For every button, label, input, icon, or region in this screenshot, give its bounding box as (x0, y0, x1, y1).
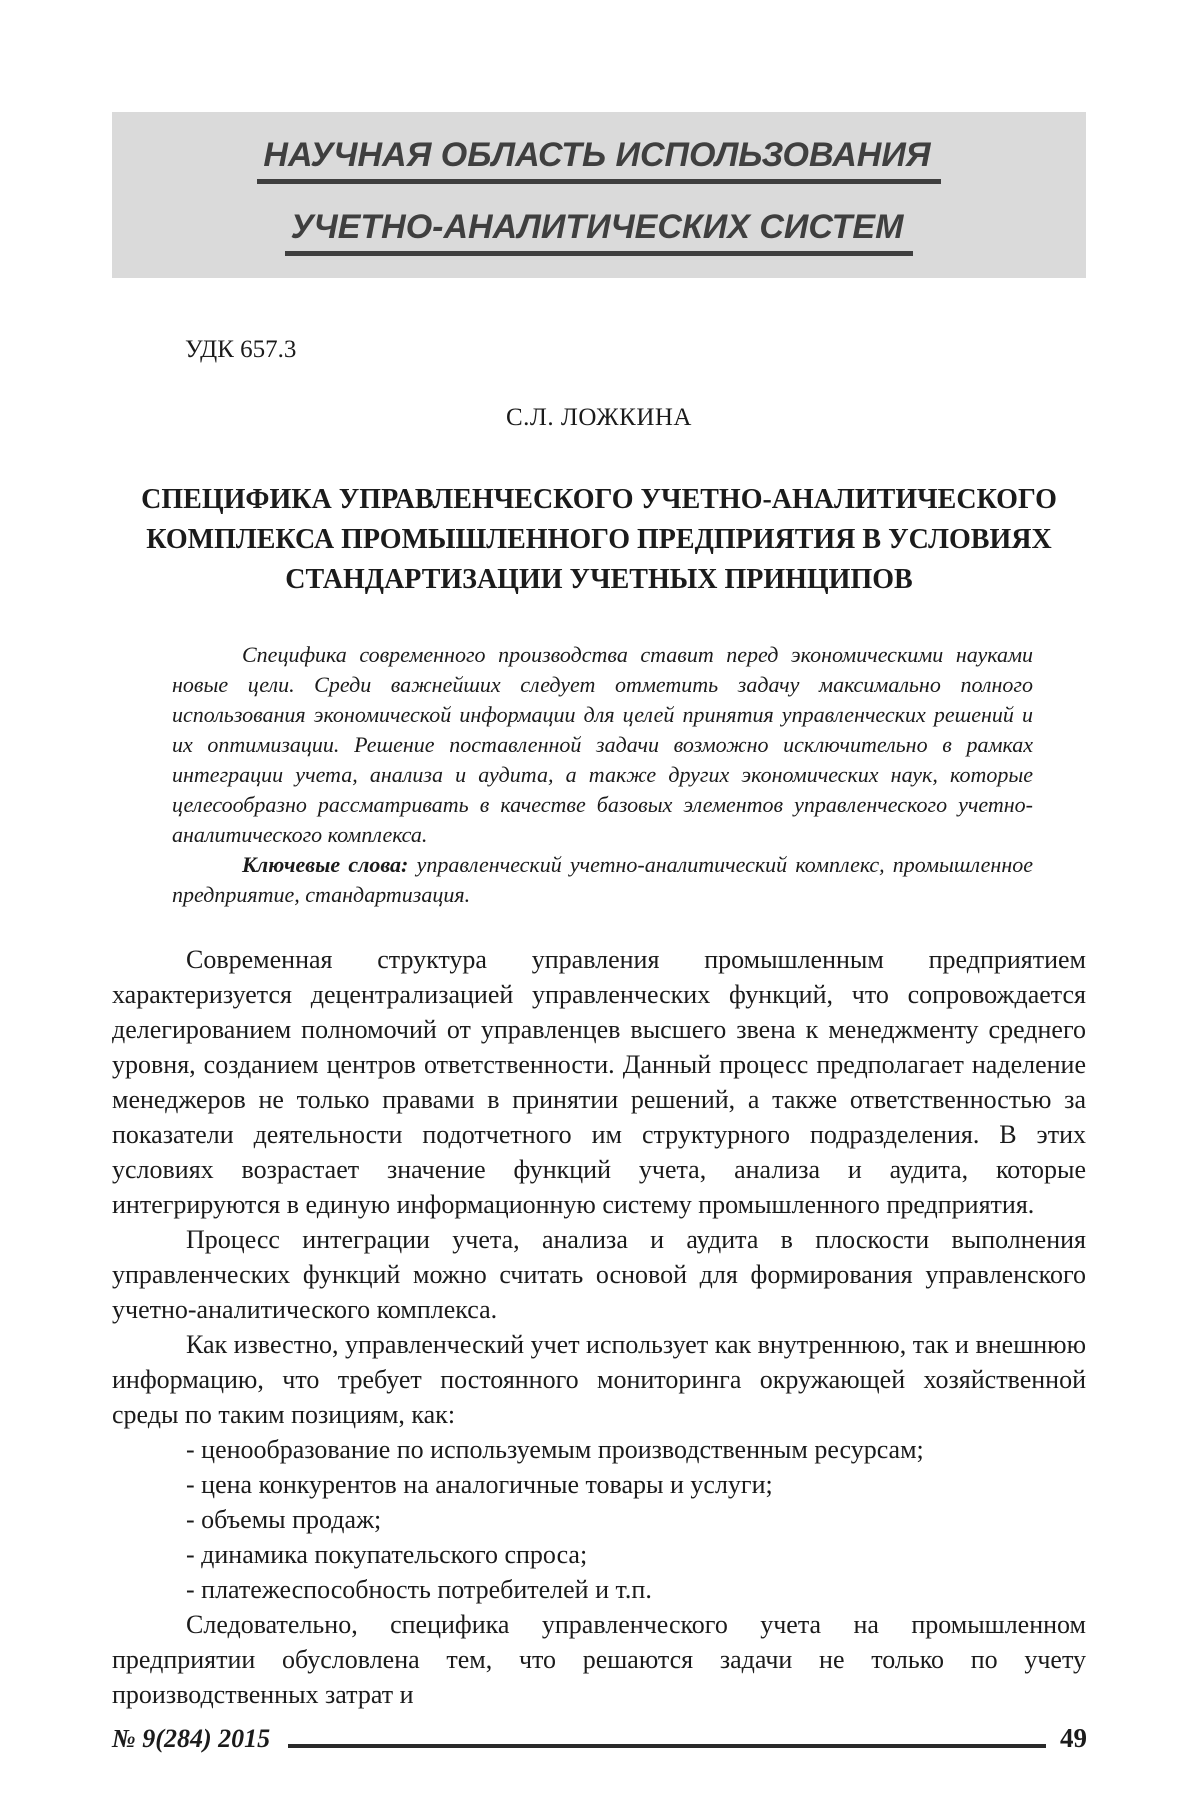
article-title-line-2: КОМПЛЕКСА ПРОМЫШЛЕННОГО ПРЕДПРИЯТИЯ В УСЛОВИЯХ (146, 524, 1052, 555)
list-item-1: - ценообразование по используемым производственным ресурсам; (186, 1435, 924, 1464)
article-body (112, 942, 1086, 1712)
list-item-2: - цена конкурентов на аналогичные товары и услуги; (186, 1470, 773, 1499)
list-item-5: - платежеспособность потребителей и т.п. (186, 1575, 652, 1604)
section-banner-line-1 (112, 138, 1086, 184)
body-paragraph-1: Современная структура управления промышленным предприятием характеризуется децентрализацией управленческих функций, что сопровождается делегированием полномочий от управленцев высшего звена к менеджменту среднего уровня, созданием центров ответственности. Данный процесс предполагает наделение менеджеров не только правами в принятии решений, а также ответственностью за показатели деятельности подотчетного им структурного подразделения. В этих условиях возрастает значение функций учета, анализа и аудита, которые интегрируются в единую информационную систему промышленного предприятия. (112, 945, 1086, 1219)
page-footer (112, 1725, 1087, 1752)
section-banner-text-2: УЧЕТНО-АНАЛИТИЧЕСКИХ СИСТЕМ (285, 210, 914, 256)
article-title-line-3: СТАНДАРТИЗАЦИИ УЧЕТНЫХ ПРИНЦИПОВ (285, 564, 913, 595)
section-banner-text-1: НАУЧНАЯ ОБЛАСТЬ ИСПОЛЬЗОВАНИЯ (257, 138, 940, 184)
body-closing-paragraph: Следовательно, специфика управленческого учета на промышленном предприятии обусловлена тем, что решаются задачи не только по учету производственных затрат и (112, 1610, 1086, 1709)
list-item-4: - динамика покупательского спроса; (186, 1540, 588, 1569)
keywords-label: Ключевые слова: (242, 852, 409, 877)
body-paragraph-2: Процесс интеграции учета, анализа и аудита в плоскости выполнения управленческих функций можно считать основой для формирования управленского учетно-аналитического комплекса. (112, 1225, 1086, 1324)
footer-rule (288, 1744, 1046, 1748)
section-banner (112, 112, 1086, 278)
article-title-line-1: СПЕЦИФИКА УПРАВЛЕНЧЕСКОГО УЧЕТНО-АНАЛИТИЧЕСКОГО (141, 484, 1057, 515)
article-author: С.Л. ЛОЖКИНА (505, 404, 692, 431)
udc-code: УДК 657.3 (185, 336, 297, 363)
body-paragraph-3: Как известно, управленческий учет использует как внутреннюю, так и внешнюю информацию, что требует постоянного мониторинга окружающей хозяйственной среды по таким позициям, как: (112, 1330, 1086, 1429)
keywords-paragraph (172, 850, 1033, 910)
abstract-block (172, 640, 1033, 910)
page-number: 49 (1060, 1723, 1087, 1753)
journal-page (0, 112, 1200, 1712)
abstract-text: Специфика современного производства ставит перед экономическими науками новые цели. Среди важнейших следует отметить задачу максимально полного использования экономической информации для целей принятия управленческих решений и их оптимизации. Решение поставленной задачи возможно исключительно в рамках интеграции учета, анализа и аудита, а также других экономических наук, которые целесообразно рассматривать в качестве базовых элементов управленческого учетно-аналитического комплекса. (172, 642, 1033, 847)
list-item-3: - объемы продаж; (186, 1505, 382, 1534)
journal-issue: № 9(284) 2015 (112, 1724, 271, 1753)
section-banner-line-2 (112, 210, 1086, 256)
article-title (112, 480, 1086, 600)
keywords-text: управленческий учетно-аналитический комплекс, промышленное предприятие, стандартизация. (172, 852, 1033, 907)
